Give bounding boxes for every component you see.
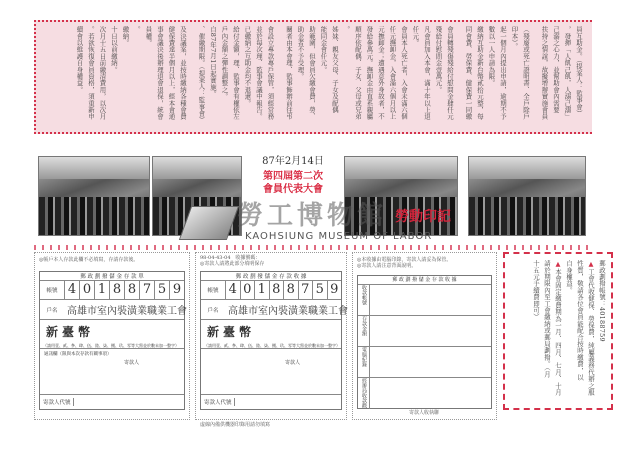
text-column: 順序依配偶、子女、父母或兄弟 bbox=[354, 26, 362, 120]
payee-name: 高雄市室內裝潢業職業工會 bbox=[67, 306, 187, 317]
museum-logo-watermark bbox=[185, 202, 475, 244]
text-column: （殘廢或死亡證明書、全戶除戶 bbox=[522, 26, 530, 120]
text-column bbox=[455, 26, 462, 130]
caption-title bbox=[244, 170, 342, 196]
text-column: 會設立專款專戶保管，須經常務 bbox=[266, 26, 275, 120]
text-column bbox=[531, 26, 538, 130]
text-column: 。 bbox=[133, 26, 141, 33]
stub-footer: 寄款人收執聯 bbox=[409, 410, 440, 416]
stub-cell-account: 收款帳號 bbox=[358, 285, 370, 315]
text-column: 起一個月內提出申請，逾期不予 bbox=[499, 26, 507, 120]
caption-title-line: 會員代表大會 bbox=[263, 184, 323, 195]
text-column: 助範圍，但會員欠繳會費，勞、 bbox=[308, 26, 316, 120]
account-number: 4 0 1 8 8 7 5 9 bbox=[225, 281, 341, 299]
logo-red: 勞動印記 bbox=[395, 209, 451, 225]
payee-label: 戶名 bbox=[46, 307, 58, 314]
text-column: 自87年7月1日起實施。 bbox=[209, 26, 217, 98]
memo-field[interactable]: 通訊欄（限與本次存款有關事項） bbox=[44, 352, 112, 357]
sender-id-field[interactable]: 寄款人代號 bbox=[40, 398, 74, 406]
depositor-field[interactable]: 寄款人 bbox=[285, 360, 301, 366]
receipt-header: 郵 政 劃 撥 儲 金 存 款 收 據 bbox=[201, 272, 341, 281]
text-column: 。若欲恢復會員資格，須重新申 bbox=[87, 26, 95, 120]
text-column: 同會費、勞保費、健保費一同繳 bbox=[464, 26, 473, 120]
text-column: ▲工會代收健保、勞保費，純屬義務代辦之服 bbox=[587, 260, 595, 396]
stub-note-1: ◎本收據由電腦印錄，寄款人請妥為保管。 bbox=[357, 257, 452, 263]
text-column: 自身權益。 bbox=[565, 260, 573, 294]
text-column: 仟元撫卹金，入會滿六個月以上 bbox=[388, 26, 397, 120]
receipt-code: 98-04-43-04 bbox=[200, 255, 231, 261]
amount-field[interactable]: 新臺幣 bbox=[46, 325, 95, 339]
stub-header: 郵 政 劃 撥 儲 金 存 款 收 據 bbox=[358, 276, 491, 285]
text-column: ▲本會固定繳費期為一月、四月、七月、十月 bbox=[554, 260, 562, 396]
amount-note: （請用壹、貳、參、肆、伍、陸、柒、捌、玖、零等大寫並於數末加一整字） bbox=[43, 343, 179, 348]
text-column bbox=[276, 26, 283, 130]
text-column: 健保費達半個月以上，經本會通 bbox=[167, 26, 176, 120]
logo-cn: 勞工博物館 bbox=[237, 201, 388, 231]
text-column: 扶持之情誼，故擬增辦實施會員 bbox=[540, 26, 549, 120]
machine-print-note: 虛線內備供機器印錄用請勿填寫 bbox=[200, 422, 271, 428]
text-column: 繳納互助金新台幣貳拾元整，每 bbox=[476, 26, 484, 120]
text-column: 並於每次理、監事會議中報告。 bbox=[255, 26, 263, 120]
receipt-stub bbox=[352, 252, 497, 420]
text-column: 事會議決後辦理退會退保，統會 bbox=[156, 26, 164, 120]
payee-name: 高雄市室內裝潢業職業工會 bbox=[228, 306, 348, 317]
payee-label: 戶名 bbox=[207, 307, 219, 314]
text-column: 數以一人申請為限。 bbox=[487, 26, 496, 87]
text-column: 次月十五日前繳清費用，以次月 bbox=[98, 26, 107, 120]
amount-note: （請用壹、貳、參、肆、伍、陸、柒、捌、玖、零等大寫並於數末加一整字） bbox=[204, 343, 340, 348]
text-column: ，發揮「人飢己飢，人溺己溺」 bbox=[563, 26, 572, 120]
payment-notice bbox=[503, 252, 613, 410]
text-column: 仟元。 bbox=[411, 26, 420, 47]
announcement-text bbox=[73, 26, 584, 130]
photo-caption bbox=[244, 156, 342, 200]
text-column: 。 bbox=[342, 26, 351, 33]
text-column: 、催繳期限。（提案人：監事會） bbox=[197, 26, 206, 124]
meeting-photo-4 bbox=[468, 156, 586, 236]
receipt-note-text: ◎寄款人請將此部分填明保存 bbox=[200, 261, 265, 267]
text-column: 會員轉殘傷殘給付慰問金肆仟元 bbox=[446, 26, 454, 120]
logo-mark-icon bbox=[179, 206, 239, 240]
slip-header: 郵 政 劃 撥 儲 金 存 款 單 bbox=[40, 272, 184, 281]
depositor-field[interactable]: 寄款人 bbox=[124, 360, 140, 366]
text-column: 姊妹、親友父母、子女及配偶 bbox=[331, 26, 339, 114]
text-column: 元撫卹金；遭遇意外身故者，不 bbox=[377, 26, 385, 120]
decorative-divider bbox=[34, 245, 594, 250]
text-column: 請於期限內至工會繳納或郵局劃撥。（月 bbox=[543, 260, 551, 378]
deposit-receipt bbox=[195, 252, 348, 428]
text-column: 己溺之心力，並幫助會內需要 bbox=[552, 26, 560, 114]
caption-date: 87年2月14日 bbox=[262, 156, 324, 167]
logo-en: KAOHSIUNG MUSEUM OF LABOR bbox=[245, 231, 433, 242]
receipt-note bbox=[200, 255, 264, 267]
account-label: 帳號 bbox=[207, 288, 219, 294]
account-label: 帳號 bbox=[46, 288, 58, 294]
text-column: 郵政劃撥帳號：40188759 bbox=[598, 260, 606, 342]
text-column: 十日以前繳納。 bbox=[110, 26, 118, 73]
stub-notes bbox=[357, 257, 451, 269]
text-column: 殘給付慰問金壹萬元。 bbox=[434, 26, 443, 93]
text-column bbox=[188, 26, 195, 130]
text-column: 已繳納之互助金均不退還。 bbox=[243, 26, 252, 107]
text-column: 助金者不予受理。 bbox=[296, 26, 305, 80]
text-column: 及決議案，並按時繳納各種會費 bbox=[179, 26, 187, 120]
text-column: 能同金會仟元。 bbox=[319, 26, 328, 73]
announcement-panel bbox=[34, 20, 592, 134]
stub-cell-stamp: 經辦局收款戳 bbox=[358, 378, 370, 409]
amount-field[interactable]: 新臺幣 bbox=[207, 325, 256, 339]
text-column: 給付金額，理、監事會有權依左 bbox=[232, 26, 240, 120]
text-column: 會員本人死亡者，入會未滿六個 bbox=[400, 26, 408, 120]
text-column: 印本）。 bbox=[510, 26, 519, 50]
stub-note-2: ◎寄款人請注意背面說明。 bbox=[357, 263, 417, 269]
text-column: 凡會員加入本會，滿十年以上退 bbox=[423, 26, 431, 120]
meeting-photo-1 bbox=[38, 156, 150, 236]
slip-note: ◎帳戶本人存款此欄不必填寫，存請存款後。 bbox=[39, 257, 139, 263]
text-column: 戶內金額之彈性調整之。 bbox=[220, 26, 229, 100]
caption-title-line: 第四屆第二次 bbox=[263, 171, 323, 182]
text-column: 發給參萬元。撫卹金由直系親屬 bbox=[365, 26, 374, 120]
sender-id-field[interactable]: 寄款人代號 bbox=[201, 398, 235, 406]
text-column: 性質，敬請各位會員能配合按時繳費，以 bbox=[576, 260, 584, 381]
text-column: 繳納。 bbox=[121, 26, 130, 47]
text-column: 關者由本會理、監事飾辦前往弔 bbox=[285, 26, 293, 120]
notice-text bbox=[530, 260, 607, 404]
text-column: 員互助金。（提案人：監事會） bbox=[575, 26, 583, 117]
text-column: 十五元手續費即可） bbox=[532, 260, 540, 321]
text-column: 員權。 bbox=[144, 26, 153, 47]
deposit-slip bbox=[34, 252, 190, 420]
stub-cell-amount: 存款金額 bbox=[358, 316, 370, 346]
stub-cell-record: 電腦紀錄 bbox=[358, 347, 370, 377]
text-column: 續會以維護自身權益。 bbox=[75, 26, 84, 93]
receipt-number-label: 收據號碼： bbox=[235, 255, 261, 261]
account-number: 4 0 1 8 8 7 5 9 bbox=[64, 281, 184, 299]
